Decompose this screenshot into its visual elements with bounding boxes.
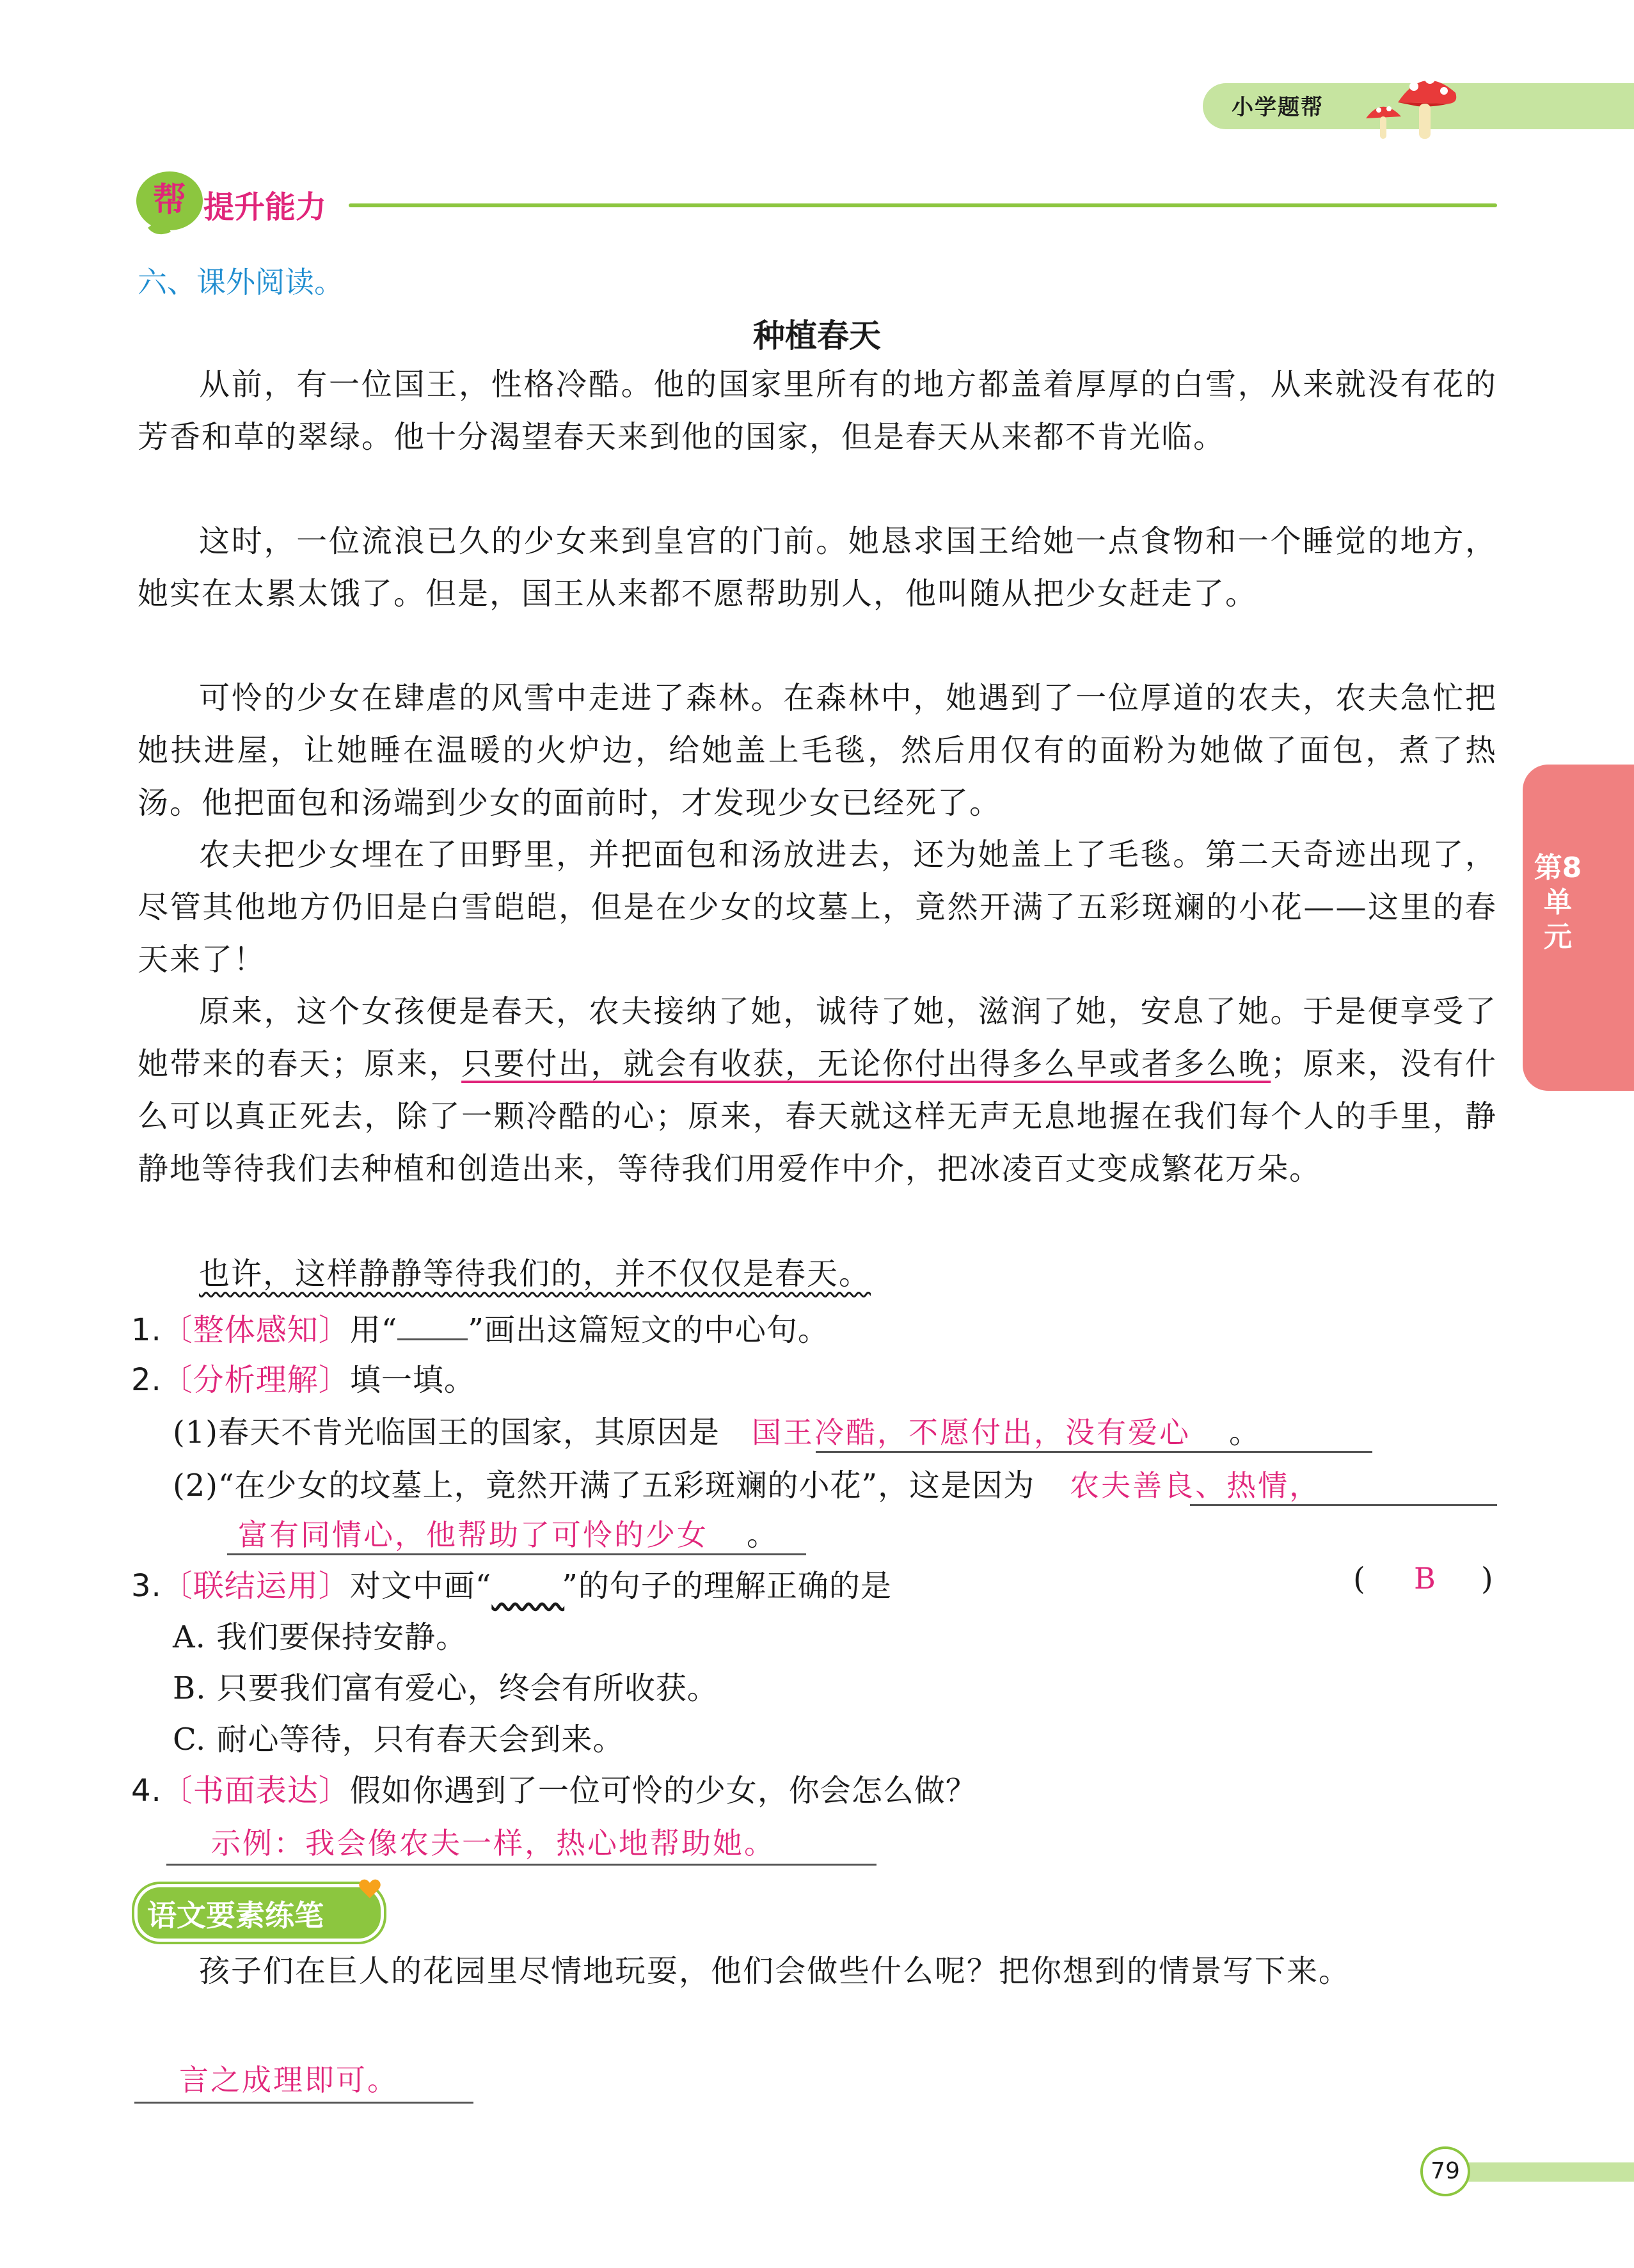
mushroom-icon	[1353, 58, 1468, 147]
question-text: 用“	[349, 1312, 398, 1348]
story-paragraph: 农夫把少女埋在了田野里，并把面包和汤放进去，还为她盖上了毛毯。第二天奇迹出现了，尽管其他地方仍旧是白雪皑皑，但是在少女的坟墓上，竟然开满了五彩斑斓的小花——这里的春天来了！	[138, 837, 1497, 978]
wavy-line-symbol	[491, 1568, 562, 1604]
story-paragraph	[138, 1248, 1497, 1300]
question-text: 。	[1229, 1415, 1261, 1450]
question-number: 1.	[131, 1312, 162, 1348]
question-number: 4.	[131, 1773, 162, 1809]
paragraph-text: 原来，这个女孩便是春天，农夫接纳了她，诚待了她，滋润了她，安息了她。于是便享受了她带来的春天；原来，	[138, 994, 1497, 1082]
section-badge-char: 帮	[152, 181, 187, 219]
question-2-part-2-cont	[230, 1510, 778, 1554]
handwritten-answer: 农夫善良、热情，	[1070, 1468, 1321, 1503]
footer-bar	[1459, 2162, 1634, 2182]
practice-answer	[179, 2057, 399, 2099]
question-tag: 〔整体感知〕	[161, 1312, 350, 1348]
question-text: (2)“在少女的坟墓上，竟然开满了五彩斑斓的小花”，这是因为	[173, 1468, 1035, 1503]
option-c[interactable]: C. 耐心等待，只有春天会到来。	[173, 1722, 624, 1757]
part-title: 六、课外阅读。	[138, 265, 344, 299]
question-text: 假如你遇到了一位可怜的少女，你会怎么做？	[349, 1773, 977, 1809]
section-divider	[349, 203, 1497, 207]
handwritten-answer: 言之成理即可。	[179, 2063, 399, 2097]
question-3	[131, 1561, 1497, 1605]
option-a[interactable]: A. 我们要保持安静。	[173, 1619, 468, 1655]
story-paragraph: 从前，有一位国王，性格冷酷。他的国家里所有的地方都盖着厚厚的白雪，从来就没有花的芳香和草的翠绿。他十分渴望春天来到他的国家，但是春天从来都不肯光临。	[138, 367, 1497, 455]
question-2-part-1	[173, 1408, 1260, 1452]
question-2-part-2	[173, 1461, 1321, 1505]
central-sentence-underline: 只要付出，就会有收获，无论你付出得多么早或者多么晚	[461, 1046, 1271, 1082]
question-text: ”画出这篇短文的中心句。	[468, 1312, 829, 1348]
wavy-underlined-sentence: 也许，这样静静等待我们的，并不仅仅是春天。	[199, 1256, 871, 1292]
question-text: 。	[747, 1517, 779, 1553]
question-tag: 〔分析理解〕	[161, 1362, 350, 1398]
paragraph-text: ；原来，没有什么可以真正死去，除了一颗冷酷的心；原来，春天就这样无声无息地握在我们每个人的手里，静静地等待我们去种植和创造出来，等待我们用爱作中介，把冰凌百丈变成繁花万朵。	[138, 1046, 1497, 1187]
option-b[interactable]: B. 只要我们富有爱心，终会有所收获。	[173, 1670, 718, 1706]
practice-badge-label: 语文要素练笔	[147, 1898, 324, 1933]
question-text: (1)春天不肯光临国王的国家，其原因是	[173, 1415, 720, 1450]
question-number: 3.	[131, 1568, 162, 1604]
story-paragraph	[138, 985, 1497, 1195]
underline-symbol	[397, 1338, 468, 1340]
question-tag: 〔书面表达〕	[161, 1773, 350, 1809]
story-paragraph: 这时，一位流浪已久的少女来到皇宫的门前。她恳求国王给她一点食物和一个睡觉的地方，她实在太累太饿了。但是，国王从来都不愿帮助别人，他叫随从把少女赶走了。	[138, 523, 1497, 612]
answer-paren-open: (	[1353, 1561, 1366, 1597]
story-title: 种植春天	[753, 317, 881, 354]
handwritten-answer: 国王冷酷，不愿付出，没有爱心	[752, 1415, 1191, 1450]
question-text: ”的句子的理解正确的是	[562, 1568, 892, 1604]
brand-label: 小学题帮	[1232, 95, 1324, 120]
practice-prompt: 孩子们在巨人的花园里尽情地玩耍，他们会做些什么呢？把你想到的情景写下来。	[199, 1953, 1351, 1989]
unit-tab-label: 第8单元	[1534, 852, 1582, 953]
answer-paren-close: )	[1481, 1561, 1494, 1597]
question-4	[131, 1766, 977, 1810]
question-2	[131, 1355, 475, 1399]
question-tag: 〔联结运用〕	[161, 1568, 350, 1604]
heart-icon	[358, 1878, 381, 1899]
question-1	[131, 1305, 829, 1349]
story-paragraph: 可怜的少女在肆虐的风雪中走进了森林。在森林中，她遇到了一位厚道的农夫，农夫急忙把她扶进屋，让她睡在温暖的火炉边，给她盖上毛毯，然后用仅有的面粉为她做了面包，煮了热汤。他把面包和汤端到少女的面前时，才发现少女已经死了。	[138, 680, 1497, 821]
question-4-answer	[173, 1820, 775, 1862]
page-number: 79	[1431, 2158, 1460, 2184]
handwritten-answer: 示例：我会像农夫一样，热心地帮助她。	[211, 1826, 775, 1860]
section-title: 提升能力	[203, 189, 327, 225]
question-text: 填一填。	[349, 1362, 475, 1398]
question-text: 对文中画“	[349, 1568, 492, 1604]
question-number: 2.	[131, 1362, 162, 1398]
choice-answer[interactable]: B	[1414, 1561, 1438, 1596]
handwritten-answer: 富有同情心，他帮助了可怜的少女	[238, 1518, 708, 1552]
